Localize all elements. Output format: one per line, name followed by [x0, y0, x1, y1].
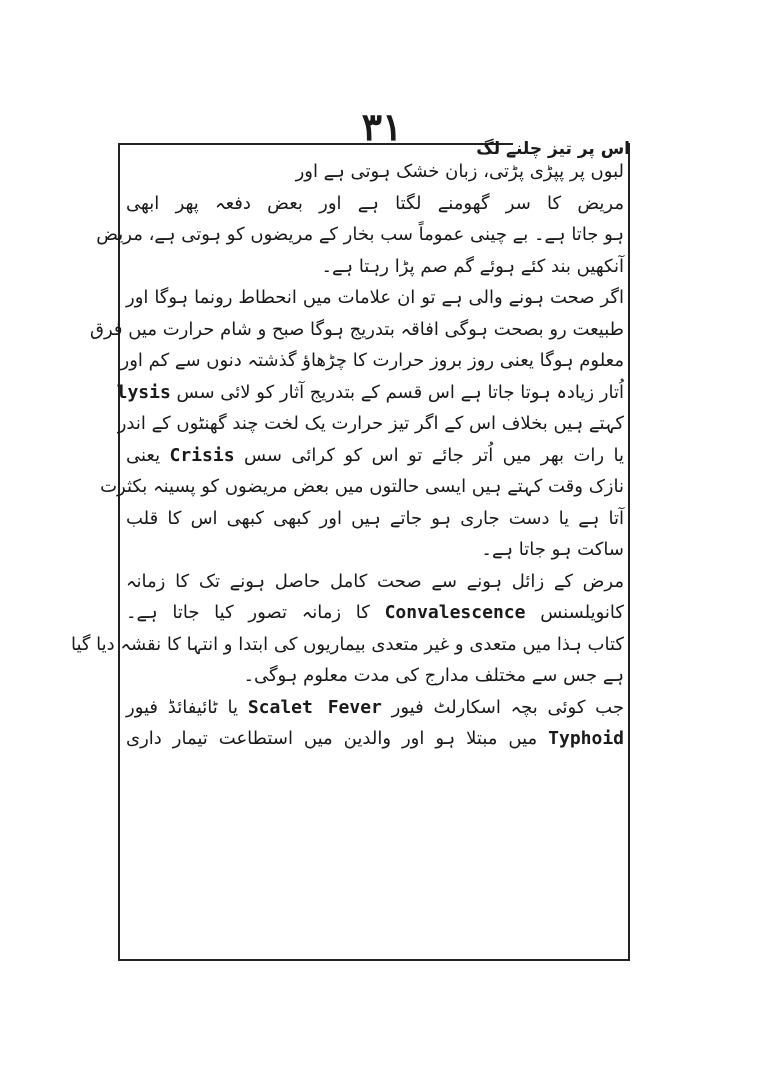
text-line [117, 408, 624, 440]
text-line [126, 723, 624, 755]
text-line-tail: میں مبتلا ہو اور والدین میں استطاعت تیمار داری [126, 728, 538, 749]
text-line-urdu: آتا ہے یا دست جاری ہو جاتے ہیں اور کبھی کبھی اس کا قلب [126, 507, 624, 529]
english-term: Typhoid [548, 728, 624, 749]
text-line [70, 629, 624, 661]
text-line-tail: یعنی [126, 444, 161, 466]
text-line [100, 471, 624, 503]
text-line-urdu: مریض کا سر گھومنے لگتا ہے اور بعض دفعہ پھر ابھی [126, 192, 624, 214]
header-note: اس پر تیز چلنے لگ [476, 139, 630, 159]
text-line [126, 534, 624, 566]
text-line [96, 219, 624, 251]
text-line-urdu: نازک وقت کہتے ہیں ایسی حالتوں میں بعض مریضوں کو پسینہ بکثرت [100, 476, 624, 497]
text-line [126, 692, 624, 724]
text-line-urdu: ہو جاتا ہے۔ بے چینی عموماً سب بخار کے مریضوں کو ہوتی ہے، مریض [96, 224, 624, 245]
text-line-urdu: کتاب ہذا میں متعدی و غیر متعدی بیماریوں کی ابتدا و انتہا کا نقشہ دیا گیا [70, 633, 624, 655]
text-line-urdu: اُتار زیادہ ہوتا جاتا ہے اس قسم کے بتدریج آثار کو لائی سس [176, 381, 624, 403]
text-line-urdu: جب کوئی بچہ اسکارلٹ فیور [391, 696, 624, 718]
text-line-urdu: طبیعت رو بصحت ہوگی افاقہ بتدریج ہوگا صبح و شام حرارت میں فرق [90, 318, 624, 340]
text-line [126, 566, 624, 598]
text-line [116, 377, 624, 409]
text-line [126, 440, 624, 472]
text-line-urdu: ہے جس سے مختلف مدارج کی مدت معلوم ہوگی۔ [243, 665, 624, 686]
text-line [126, 188, 624, 220]
english-term: Crisis [169, 444, 235, 466]
text-line-urdu: کانویلسنس [540, 602, 624, 623]
text-line [126, 156, 624, 188]
text-line [120, 345, 624, 377]
page-number: ۳۱ [361, 104, 403, 149]
text-line-urdu: ساکت ہو جاتا ہے۔ [481, 539, 624, 560]
english-term: Convalescence [384, 602, 526, 623]
text-line [90, 314, 624, 346]
text-line-urdu: اگر صحت ہونے والی ہے تو ان علامات میں انحطاط رونما ہوگا اور [126, 287, 624, 308]
text-line-tail: کا زمانہ تصور کیا جاتا ہے۔ [126, 602, 370, 623]
text-line [126, 660, 624, 692]
text-line-tail: یا ٹائیفائڈ فیور [126, 696, 239, 718]
body-text [70, 156, 624, 755]
text-line-urdu: لبوں پر پپڑی پڑتی، زبان خشک ہوتی ہے اور [295, 161, 624, 182]
text-line [126, 282, 624, 314]
english-term: Scalet Fever [247, 696, 382, 718]
text-line-urdu: کہتے ہیں بخلاف اس کے اگر تیز حرارت یک لخت چند گھنٹوں کے اندر [117, 413, 624, 434]
english-term: lysis [116, 381, 171, 403]
text-line [126, 251, 624, 283]
text-line [126, 503, 624, 535]
text-line-urdu: مرض کے زائل ہونے سے صحت کامل حاصل ہونے تک کا زمانہ [126, 570, 624, 592]
text-line-urdu: آنکھیں بند کئے ہوئے گم صم پڑا رہتا ہے۔ [321, 255, 624, 277]
text-line-urdu: معلوم ہوگا یعنی روز بروز حرارت کا چڑھاؤ گذشتہ دنوں سے کم اور [120, 350, 624, 371]
text-line-urdu: یا رات بھر میں اُتر جائے تو اس کو کرائی سس [243, 444, 624, 466]
text-line [126, 597, 624, 629]
